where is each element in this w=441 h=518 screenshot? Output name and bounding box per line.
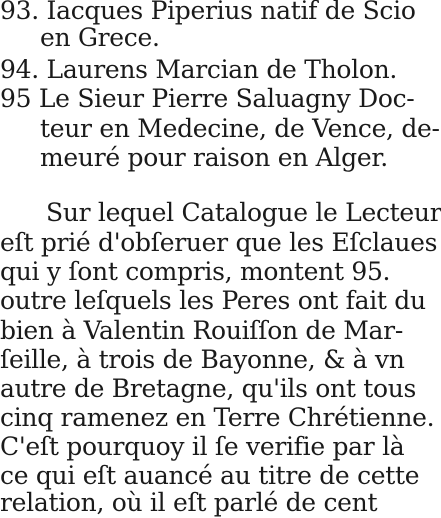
paragraph-line: C'eſt pourquoy il ſe verifie par là bbox=[0, 432, 405, 461]
list-item-number: 93. bbox=[0, 0, 39, 25]
list-item-text: en Grece. bbox=[40, 23, 160, 52]
paragraph-line: eſt prié d'obſeruer que les Eſclaues bbox=[0, 228, 438, 257]
list-item-text: Le Sieur Pierre Saluagny Doc- bbox=[38, 84, 415, 113]
list-item-text: Laurens Marcian de Tholon. bbox=[46, 55, 398, 84]
list-item-95-continuation bbox=[40, 143, 388, 173]
list-item-text: teur en Medecine, de Vence, de- bbox=[40, 114, 440, 143]
paragraph-line: bien à Valentin Rouiſſon de Mar- bbox=[0, 316, 403, 345]
list-item-number: 95 bbox=[0, 84, 32, 113]
paragraph-line: outre leſquels les Peres ont fait du bbox=[0, 286, 426, 315]
paragraph-line: Sur lequel Catalogue le Lecteur bbox=[46, 198, 441, 227]
paragraph-line: autre de Bretagne, qu'ils ont tous bbox=[0, 374, 417, 403]
list-item-text: meuré pour raison en Alger. bbox=[40, 143, 388, 172]
list-item-text: Iacques Piperius natif de Scio bbox=[46, 0, 416, 25]
paragraph-line: ce qui eſt auancé au titre de cette bbox=[0, 461, 420, 490]
list-item-95 bbox=[0, 84, 414, 114]
paragraph-line: cinq ramenez en Terre Chrétienne. bbox=[0, 403, 435, 432]
list-item-95-continuation bbox=[40, 114, 440, 144]
paragraph-line: qui y ſont compris, montent 95. bbox=[0, 257, 391, 286]
paragraph-line: relation, où il eſt parlé de cent bbox=[0, 488, 378, 517]
list-item-number: 94. bbox=[0, 55, 39, 84]
list-item-93-continuation bbox=[40, 23, 160, 53]
list-item-94 bbox=[0, 55, 397, 85]
paragraph-line: ſeille, à trois de Bayonne, & à vn bbox=[0, 345, 405, 374]
